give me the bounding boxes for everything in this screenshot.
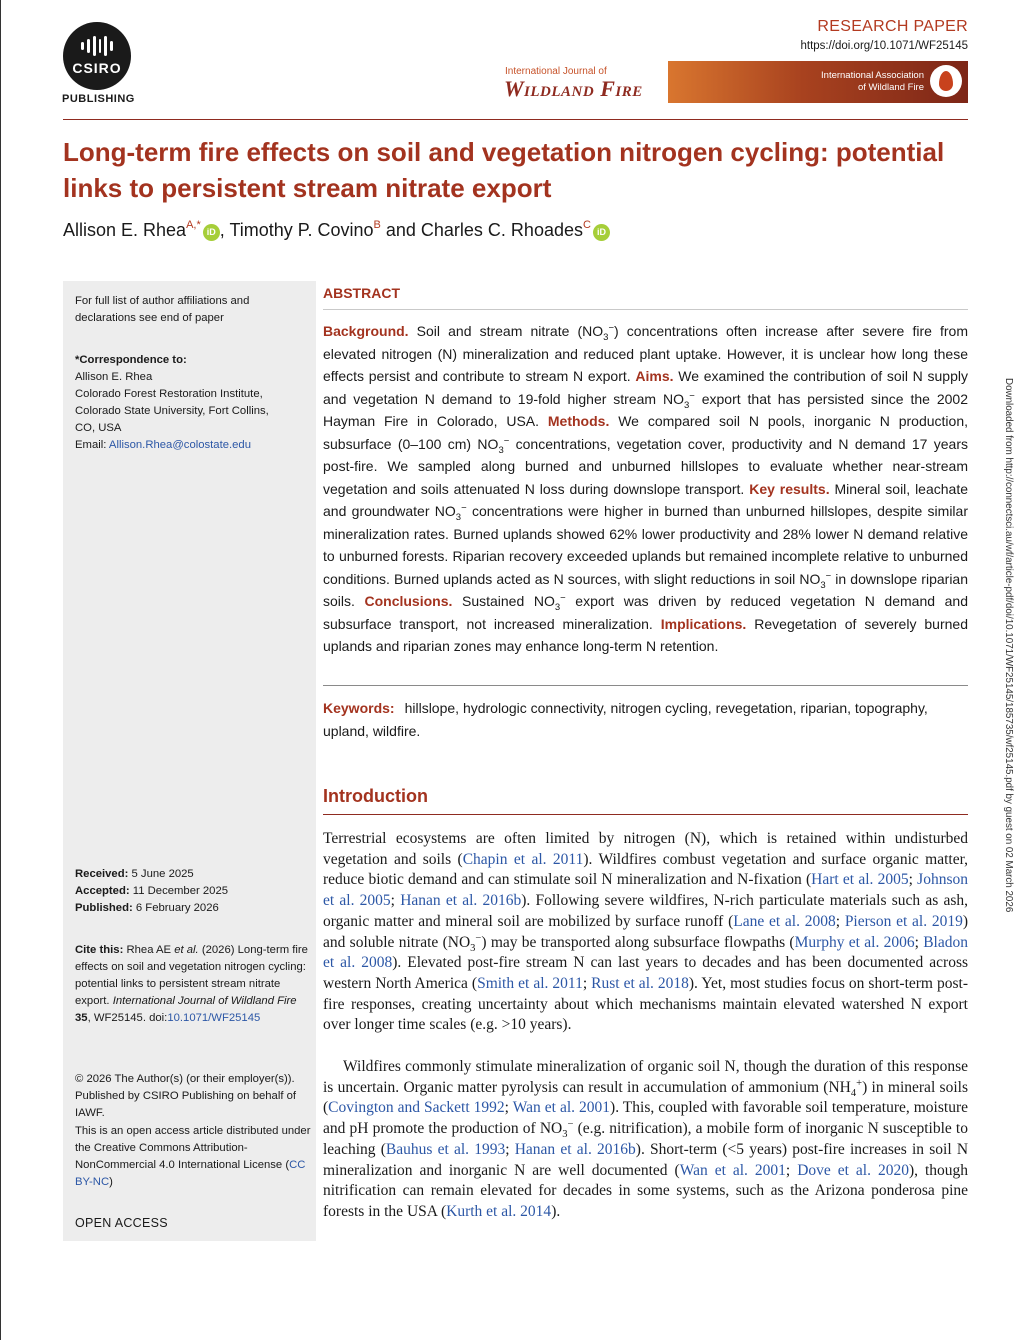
author-affiliation: A,* (186, 219, 201, 231)
reference-link[interactable]: Kurth et al. 2014 (446, 1202, 552, 1220)
download-note: Downloaded from http://connectsci.au/wf/article-pdf/doi/10.1071/WF25145/185735/wf25145.pdf by guest on 02 March 2026 (1003, 378, 1014, 913)
publisher-sub: PUBLISHING (62, 93, 135, 105)
abstract-divider (323, 309, 968, 310)
abstract-heading: ABSTRACT (323, 285, 400, 301)
email-link[interactable]: Allison.Rhea@colostate.edu (108, 439, 251, 451)
iawf-line2: of Wildland Fire (858, 82, 924, 93)
intro-paragraph-2: Wildfires commonly stimulate mineralization of organic soil N, though the duration of this response is uncertain. Organic matter pyrolysis can result in accumulation of ammonium $(NH_4^+)$ in mineral soils (Covington and Sackett 1992; Wan et al. 2001). This, coupled with favorable soil temperature, moisture and pH promote the production of $NO_3^-$ (e.g. nitrification), a mobile form of inorganic N susceptible to leaching (Bauhus et al. 1993; Hanan et al. 2016b). Short-term (<5 years) post-fire increases in soil N mineralization and inorganic N are well documented (Wan et al. 2001; Dove et al. 2020), though nitrification can remain elevated for decades in some systems, such as the Arizona ponderosa pine forests in the USA (Kurth et al. 2014). (323, 1058, 969, 1220)
author-name[interactable]: Timothy P. Covino (229, 220, 374, 240)
reference-link[interactable]: Covington and Sackett 1992 (328, 1099, 505, 1117)
keywords-list: hillslope, hydrologic connectivity, nitrogen cycling, revegetation, riparian, topography, upland, wildfire. (323, 700, 928, 739)
keywords-label: Keywords: (323, 700, 395, 716)
reference-link[interactable]: Wan et al. 2001 (679, 1161, 786, 1179)
csiro-logo (63, 22, 131, 90)
author-affiliation: C (583, 219, 591, 231)
reference-link[interactable]: Chapin et al. 2011 (462, 850, 584, 868)
article-type: RESEARCH PAPER (817, 18, 968, 35)
open-access-label: OPEN ACCESS (75, 1216, 168, 1230)
citation-doi-link[interactable]: 10.1071/WF25145 (167, 1012, 261, 1024)
reference-link[interactable]: Rust et al. 2018 (591, 974, 689, 992)
author-list: Allison E. Rhea$^{A,*}$iD , Timothy P. Covino$^B$ and Charles C. Rhoades$^C$iD (63, 219, 610, 241)
license-link[interactable]: CC BY-NC (75, 1159, 306, 1188)
intro-heading: Introduction (323, 786, 428, 806)
reference-link[interactable]: Johnson et al. 2005 (323, 871, 968, 910)
reference-link[interactable]: Hart et al. 2005 (811, 871, 909, 889)
affiliations-note: For full list of author affiliations and declarations see end of paper (75, 295, 250, 324)
reference-link[interactable]: Lane et al. 2008 (733, 912, 836, 930)
reference-link[interactable]: Hanan et al. 2016b (400, 892, 522, 910)
intro-paragraph-1: Terrestrial ecosystems are often limited by nitrogen (N), which is retained within undisturbed vegetation and soils (Chapin et al. 2011). Wildfires combust vegetation and surface organic matter, reduce biotic demand and can stimulate soil N mineralization and N-fixation (Hart et al. 2005; Johnson et al. 2005; Hanan et al. 2016b). Following severe wildfires, N-rich particulate materials such as ash, organic matter and mineral soil are mobilized by surface runoff (Lane et al. 2008; Pierson et al. 2019) and soluble nitrate $(NO_3^-)$ may be transported along subsurface flowpaths (Murphy et al. 2006; Bladon et al. 2008). Elevated post-fire stream N can last years to decades and has been documented across western North America (Smith et al. 2011; Rust et al. 2018). Yet, most studies focus on short-term post-fire responses, creating uncertainty about which mechanisms maintain elevated watershed N export over longer time scales (e.g. >10 years). (323, 830, 969, 1034)
reference-link[interactable]: Bladon et al. 2008 (323, 933, 968, 972)
license: This is an open access article distributed under the Creative Commons Attribution-NonCommercial 4.0 International License (CC BY-NC) (75, 1125, 311, 1188)
journal-name-small: International Journal of (505, 66, 607, 77)
csiro-logo-text: CSIRO (72, 60, 122, 76)
reference-link[interactable]: Murphy et al. 2006 (794, 933, 915, 951)
iawf-flame-icon (930, 65, 962, 97)
reference-link[interactable]: Pierson et al. 2019 (844, 912, 963, 930)
page-edge (0, 0, 1, 1340)
article-dates: Received: 5 June 2025 Accepted: 11 December 2025 Published: 6 February 2026 (75, 868, 229, 914)
intro-divider (323, 814, 968, 815)
journal-name: Wildland Fire (504, 76, 643, 101)
author-affiliation: B (373, 219, 381, 231)
author-name[interactable]: Allison E. Rhea (63, 220, 187, 240)
iawf-line1: International Association (821, 70, 924, 81)
reference-link[interactable]: Smith et al. 2011 (477, 974, 583, 992)
orcid-icon[interactable]: iD (203, 224, 220, 241)
author-name[interactable]: Charles C. Rhoades (420, 220, 583, 240)
citation: Cite this: Rhea AE et al. (2026) Long-term fire effects on soil and vegetation nitrogen cycling: potential links to persistent stream nitrate export. International Journal of Wildland Fire 35, WF25145. doi:10.1071/WF25145 (75, 944, 308, 1024)
reference-link[interactable]: Hanan et al. 2016b (514, 1140, 636, 1158)
article-sidebar (63, 281, 316, 1241)
csiro-bars-icon (81, 35, 113, 57)
iawf-banner (668, 61, 968, 103)
correspondence: *Correspondence to: Allison E. Rhea Colorado Forest Restoration Institute, Colorado State University, Fort Collins, CO, USA Email: Allison.Rhea@colostate.edu (75, 354, 269, 451)
keywords (323, 697, 968, 743)
doi-link[interactable]: https://doi.org/10.1071/WF25145 (800, 40, 968, 52)
reference-link[interactable]: Bauhus et al. 1993 (385, 1140, 506, 1158)
orcid-icon[interactable]: iD (593, 224, 610, 241)
abstract-body: Background. Soil and stream nitrate $(NO_3^-)$ concentrations often increase after severe fire from elevated nitrogen (N) mineralization and reduced plant uptake. However, it is unclear how long these effects persist and contribute to stream N export. Aims. We examined the contribution of soil N supply and vegetation N demand to 19-fold higher stream $NO_3^-$ export that has persisted since the 2002 Hayman Fire in Colorado, USA. Methods. We compared soil N pools, inorganic N production, subsurface (0–100 cm) $NO_3^-$ concentrations, vegetation cover, productivity and N demand 17 years post-fire. We sampled along burned and unburned hillslopes to evaluate whether near-stream vegetation and soils attenuated N loss during downslope transport. Key results. Mineral soil, leachate and groundwater $NO_3^-$ concentrations were higher in burned than unburned hillslopes, despite similar mineralization rates. Burned uplands showed 62% lower productivity and 28% lower N demand relative to unburned forests. Riparian recovery exceeded uplands but remained incomplete relative to unburned conditions. Burned uplands acted as N sources, with slight reductions in soil $NO_3^-$ in downslope riparian soils. Conclusions. Sustained $NO_3^-$ export was driven by reduced vegetation N demand and subsurface transport, not increased mineralization. Implications. Revegetation of severely burned uplands and riparian zones may enhance long-term N retention. (323, 322, 969, 654)
copyright: © 2026 The Author(s) (or their employer(s)). Published by CSIRO Publishing on behalf of IAWF. (75, 1073, 297, 1119)
reference-link[interactable]: Wan et al. 2001 (512, 1099, 611, 1117)
reference-link[interactable]: Dove et al. 2020 (797, 1161, 909, 1179)
paper-title: Long-term fire effects on soil and vegetation nitrogen cycling: potential links to persistent stream nitrate export (63, 137, 945, 203)
correspondence-label: *Correspondence to: (75, 354, 187, 366)
keywords-divider (323, 685, 968, 686)
header-divider (63, 119, 968, 120)
